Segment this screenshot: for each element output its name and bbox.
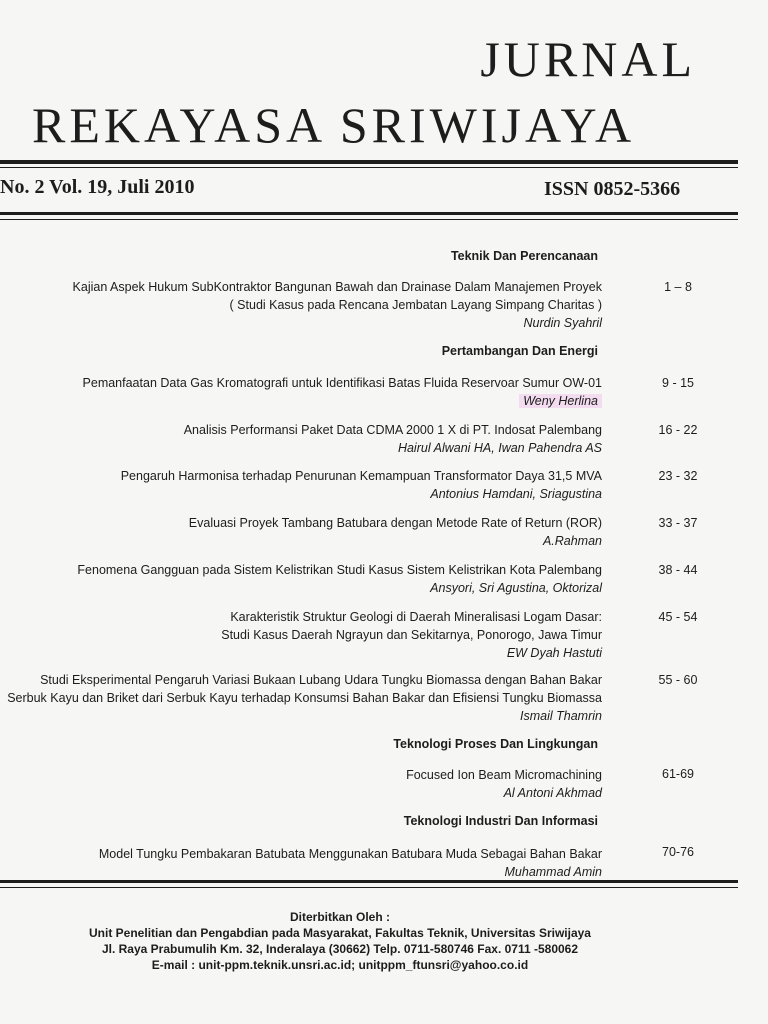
header-rule-bottom <box>0 212 738 215</box>
toc-entry[interactable] <box>0 374 602 410</box>
section-heading: Teknik Dan Perencanaan <box>450 249 598 263</box>
article-title: Kajian Aspek Hukum SubKontraktor Bangunan Bawah dan Drainase Dalam Manajemen Proyek <box>72 280 602 294</box>
article-pages: 45 - 54 <box>658 610 698 624</box>
section-heading: Pertambangan Dan Energi <box>441 344 598 358</box>
article-author: Ismail Thamrin <box>520 709 602 723</box>
article-subtitle: ( Studi Kasus pada Rencana Jembatan Layang Simpang Charitas ) <box>229 298 602 312</box>
article-pages: 55 - 60 <box>658 673 698 687</box>
header-rule-top-thin <box>0 167 738 168</box>
article-title: Pengaruh Harmonisa terhadap Penurunan Kemampuan Transformator Daya 31,5 MVA <box>120 469 602 483</box>
article-pages: 61-69 <box>662 767 694 781</box>
issue-number: No. 2 Vol. 19, Juli 2010 <box>0 176 195 198</box>
article-title: Evaluasi Proyek Tambang Batubara dengan Metode Rate of Return (ROR) <box>188 516 602 530</box>
article-pages: 23 - 32 <box>658 469 698 483</box>
footer-rule-top <box>0 880 738 883</box>
article-pages: 38 - 44 <box>658 563 698 577</box>
toc-entry[interactable] <box>0 278 602 332</box>
publisher-info <box>0 909 680 973</box>
article-title: Pemanfaatan Data Gas Kromatografi untuk Identifikasi Batas Fluida Reservoar Sumur OW-01 <box>82 376 602 390</box>
article-pages: 33 - 37 <box>658 516 698 530</box>
section-heading: Teknologi Industri Dan Informasi <box>403 814 598 828</box>
footer-rule-thin <box>0 887 738 888</box>
article-title: Analisis Performansi Paket Data CDMA 2000 1 X di PT. Indosat Palembang <box>183 423 602 437</box>
publisher-heading: Diterbitkan Oleh : <box>289 910 390 924</box>
article-author: EW Dyah Hastuti <box>506 646 602 660</box>
article-author: A.Rahman <box>542 534 602 548</box>
article-subtitle: Serbuk Kayu dan Briket dari Serbuk Kayu terhadap Konsumsi Bahan Bakar dan Efisiensi Tungku Biomassa <box>7 691 602 705</box>
journal-title-line1: JURNAL <box>480 31 696 87</box>
article-title: Focused Ion Beam Micromachining <box>406 768 602 782</box>
article-author: Hairul Alwani HA, Iwan Pahendra AS <box>397 441 602 455</box>
article-author: Nurdin Syahril <box>523 316 602 330</box>
article-author: Ansyori, Sri Agustina, Oktorizal <box>430 581 602 595</box>
toc-entry[interactable] <box>0 671 602 725</box>
toc-entry[interactable] <box>0 845 602 881</box>
publisher-institution: Unit Penelitian dan Pengabdian pada Masyarakat, Fakultas Teknik, Universitas Sriwijaya <box>89 926 591 940</box>
article-author: Al Antoni Akhmad <box>503 786 602 800</box>
toc-entry[interactable] <box>0 467 602 503</box>
article-pages: 9 - 15 <box>662 376 694 390</box>
toc-entry[interactable] <box>0 514 602 550</box>
header-rule-top <box>0 160 738 164</box>
section-heading: Teknologi Proses Dan Lingkungan <box>393 737 598 751</box>
article-author: Antonius Hamdani, Sriagustina <box>430 487 602 501</box>
article-pages: 16 - 22 <box>658 423 698 437</box>
journal-title-line2: REKAYASA SRIWIJAYA <box>32 97 636 153</box>
publisher-email: E-mail : unit-ppm.teknik.unsri.ac.id; unitppm_ftunsri@yahoo.co.id <box>151 958 529 972</box>
article-author: Weny Herlina <box>519 394 602 408</box>
article-title: Fenomena Gangguan pada Sistem Kelistrikan Studi Kasus Sistem Kelistrikan Kota Palembang <box>77 563 602 577</box>
issn-number: ISSN 0852-5366 <box>544 178 681 200</box>
article-pages: 70-76 <box>662 845 694 859</box>
article-author: Muhammad Amin <box>504 865 602 879</box>
article-pages: 1 – 8 <box>664 280 692 294</box>
publisher-address: Jl. Raya Prabumulih Km. 32, Inderalaya (30662) Telp. 0711-580746 Fax. 0711 -580062 <box>101 942 579 956</box>
article-title: Model Tungku Pembakaran Batubata Menggunakan Batubara Muda Sebagai Bahan Bakar <box>98 847 602 861</box>
header-rule-bottom-thin <box>0 219 738 220</box>
toc-entry[interactable] <box>0 421 602 457</box>
toc-entry[interactable] <box>0 766 602 802</box>
article-title: Karakteristik Struktur Geologi di Daerah Mineralisasi Logam Dasar: <box>230 610 602 624</box>
toc-entry[interactable] <box>0 561 602 597</box>
article-title: Studi Eksperimental Pengaruh Variasi Bukaan Lubang Udara Tungku Biomassa dengan Bahan Bakar <box>40 673 602 687</box>
article-subtitle: Studi Kasus Daerah Ngrayun dan Sekitarnya, Ponorogo, Jawa Timur <box>221 628 602 642</box>
toc-entry[interactable] <box>0 608 602 662</box>
